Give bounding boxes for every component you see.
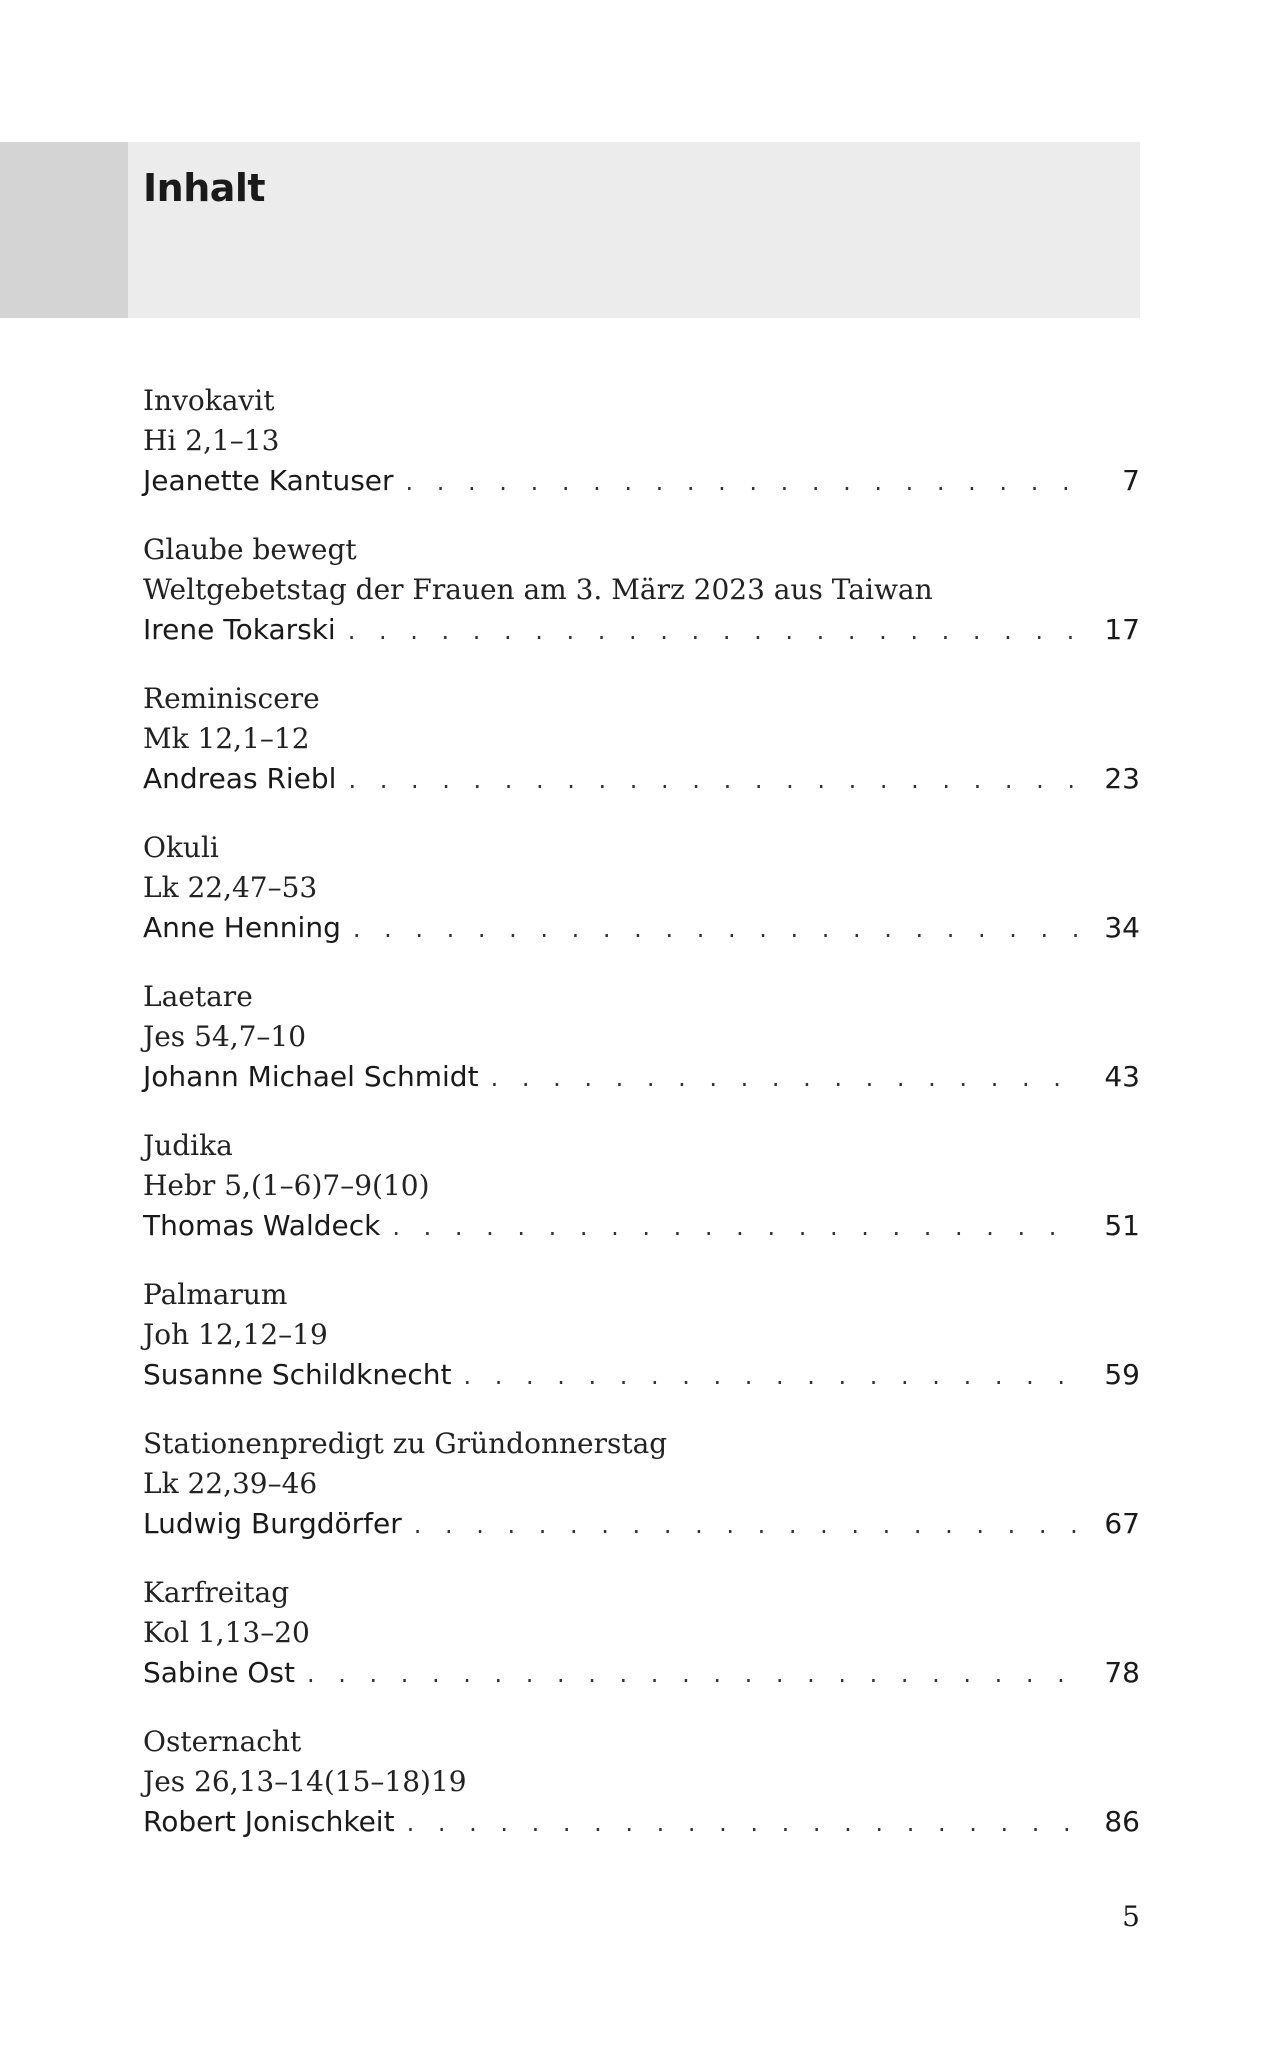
toc-entry (143, 530, 1140, 679)
dot-leader (463, 1356, 1080, 1396)
table-of-contents (143, 381, 1140, 1871)
toc-author: Irene Tokarski (143, 613, 336, 646)
toc-occasion: Judika (143, 1129, 233, 1162)
toc-passage: Jes 26,13–14(15–18)19 (143, 1765, 467, 1798)
toc-author-line (143, 759, 1140, 799)
header-tab-marker (0, 142, 128, 318)
header-band (0, 142, 1140, 318)
toc-passage: Joh 12,12–19 (143, 1318, 328, 1351)
toc-entry (143, 1126, 1140, 1275)
dot-leader (353, 909, 1080, 949)
toc-author-line (143, 1653, 1140, 1693)
toc-page-number: 67 (1104, 1507, 1140, 1540)
toc-author: Thomas Waldeck (143, 1209, 381, 1242)
toc-occasion: Reminiscere (143, 682, 320, 715)
toc-passage: Jes 54,7–10 (143, 1020, 307, 1053)
toc-entry (143, 1573, 1140, 1722)
toc-entry (143, 381, 1140, 530)
toc-author-line (143, 1206, 1140, 1246)
toc-page-number: 17 (1104, 613, 1140, 646)
toc-page-number: 86 (1104, 1805, 1140, 1838)
toc-passage: Lk 22,39–46 (143, 1467, 318, 1500)
toc-author: Sabine Ost (143, 1656, 295, 1689)
toc-page-number: 51 (1104, 1209, 1140, 1242)
dot-leader (307, 1654, 1080, 1694)
toc-occasion: Glaube bewegt (143, 533, 357, 566)
toc-occasion: Karfreitag (143, 1576, 290, 1609)
toc-author-line (143, 610, 1140, 650)
toc-author: Susanne Schildknecht (143, 1358, 452, 1391)
toc-occasion: Osternacht (143, 1725, 302, 1758)
toc-author-line (143, 1802, 1140, 1842)
toc-occasion: Invokavit (143, 384, 275, 417)
toc-page-number: 7 (1122, 464, 1140, 497)
toc-author-line (143, 1057, 1140, 1097)
page-title: Inhalt (143, 166, 266, 210)
toc-passage: Mk 12,1–12 (143, 722, 310, 755)
toc-author: Jeanette Kantuser (143, 464, 394, 497)
toc-author: Robert Jonischkeit (143, 1805, 395, 1838)
dot-leader (406, 462, 1080, 502)
toc-author: Anne Henning (143, 911, 341, 944)
toc-passage: Lk 22,47–53 (143, 871, 318, 904)
toc-author-line (143, 908, 1140, 948)
toc-occasion: Palmarum (143, 1278, 288, 1311)
toc-page-number: 34 (1104, 911, 1140, 944)
toc-author: Johann Michael Schmidt (143, 1060, 479, 1093)
toc-passage: Kol 1,13–20 (143, 1616, 310, 1649)
toc-entry (143, 828, 1140, 977)
page-folio: 5 (1122, 1900, 1140, 1933)
toc-author-line (143, 1355, 1140, 1395)
toc-entry (143, 1275, 1140, 1424)
toc-passage: Hebr 5,(1–6)7–9(10) (143, 1169, 430, 1202)
dot-leader (392, 1207, 1080, 1247)
toc-passage: Weltgebetstag der Frauen am 3. März 2023 aus Taiwan (143, 573, 933, 606)
toc-author-line (143, 1504, 1140, 1544)
toc-author: Andreas Riebl (143, 762, 337, 795)
toc-occasion: Laetare (143, 980, 253, 1013)
toc-passage: Hi 2,1–13 (143, 424, 280, 457)
toc-page-number: 59 (1104, 1358, 1140, 1391)
dot-leader (491, 1058, 1080, 1098)
dot-leader (414, 1505, 1080, 1545)
toc-entry (143, 679, 1140, 828)
toc-page-number: 78 (1104, 1656, 1140, 1689)
toc-occasion: Stationenpredigt zu Gründonnerstag (143, 1427, 668, 1460)
toc-entry (143, 1424, 1140, 1573)
toc-author: Ludwig Burgdörfer (143, 1507, 402, 1540)
dot-leader (348, 760, 1080, 800)
dot-leader (407, 1803, 1080, 1843)
toc-entry (143, 977, 1140, 1126)
toc-page-number: 43 (1104, 1060, 1140, 1093)
toc-page-number: 23 (1104, 762, 1140, 795)
toc-author-line (143, 461, 1140, 501)
toc-occasion: Okuli (143, 831, 219, 864)
dot-leader (348, 611, 1080, 651)
toc-entry (143, 1722, 1140, 1871)
